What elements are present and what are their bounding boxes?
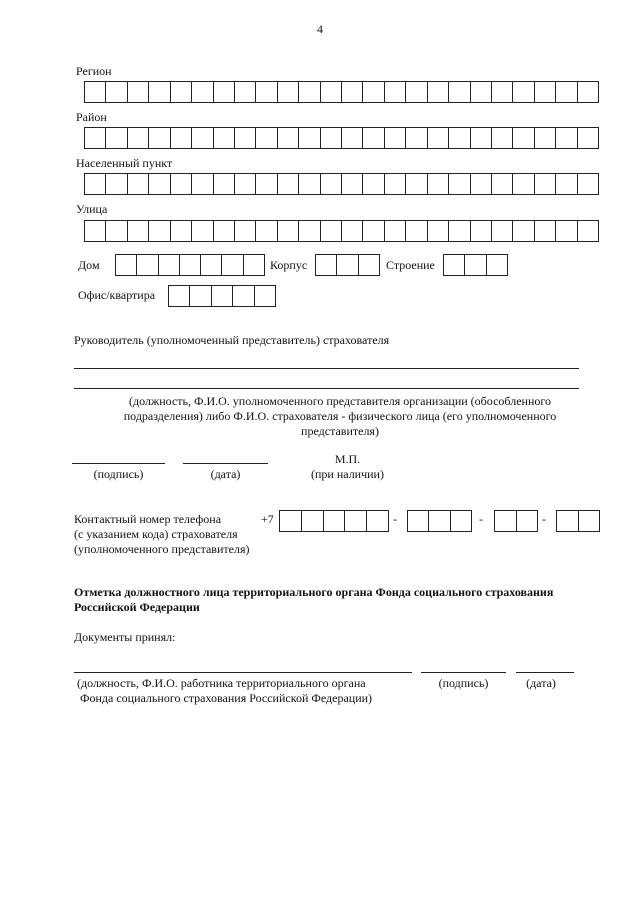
char-cell[interactable] — [428, 82, 449, 102]
char-cell[interactable] — [212, 286, 233, 306]
char-cell[interactable] — [190, 286, 211, 306]
office-label: Офис/квартира — [78, 288, 156, 302]
char-cell[interactable] — [192, 82, 213, 102]
char-cell[interactable] — [487, 255, 507, 275]
char-cell[interactable] — [406, 221, 427, 241]
char-cell[interactable] — [492, 221, 513, 241]
char-cell[interactable] — [406, 128, 427, 148]
locality-label: Населенный пункт — [76, 156, 173, 170]
char-cell[interactable] — [513, 174, 534, 194]
char-cell[interactable] — [363, 221, 384, 241]
page-number: 4 — [317, 22, 323, 36]
char-cell[interactable] — [535, 221, 556, 241]
char-cell[interactable] — [85, 82, 106, 102]
seal-caption: (при наличии) — [311, 467, 384, 481]
char-cell[interactable] — [363, 174, 384, 194]
char-cell[interactable] — [337, 255, 358, 275]
char-cell[interactable] — [116, 255, 137, 275]
char-cell[interactable] — [214, 82, 235, 102]
fss-date-line[interactable] — [516, 672, 574, 673]
char-cell[interactable] — [302, 511, 324, 531]
district-label: Район — [76, 110, 107, 124]
char-cell[interactable] — [556, 221, 577, 241]
char-cell[interactable] — [471, 174, 492, 194]
char-cell[interactable] — [278, 128, 299, 148]
char-cell[interactable] — [428, 174, 449, 194]
char-cell[interactable] — [85, 174, 106, 194]
char-cell[interactable] — [171, 221, 192, 241]
phone-separator-3: - — [542, 512, 546, 526]
char-cell[interactable] — [342, 128, 363, 148]
char-cell[interactable] — [449, 221, 470, 241]
fss-signature-caption: (подпись) — [438, 676, 489, 690]
char-cell[interactable] — [321, 174, 342, 194]
char-cell[interactable] — [192, 221, 213, 241]
char-cell[interactable] — [256, 82, 277, 102]
char-cell[interactable] — [244, 255, 264, 275]
street-input-cells[interactable] — [84, 220, 599, 242]
char-cell[interactable] — [428, 221, 449, 241]
char-cell[interactable] — [192, 128, 213, 148]
char-cell[interactable] — [363, 82, 384, 102]
char-cell[interactable] — [214, 174, 235, 194]
char-cell[interactable] — [345, 511, 367, 531]
fss-caption-line-2: Фонда социального страхования Российской Федерации) — [80, 691, 373, 705]
char-cell[interactable] — [578, 174, 598, 194]
char-cell[interactable] — [535, 128, 556, 148]
char-cell[interactable] — [495, 511, 517, 531]
char-cell[interactable] — [385, 82, 406, 102]
char-cell[interactable] — [492, 174, 513, 194]
char-cell[interactable] — [406, 174, 427, 194]
phone-separator-2: - — [479, 512, 483, 526]
head-name-line-2[interactable] — [74, 388, 579, 389]
char-cell[interactable] — [492, 128, 513, 148]
char-cell[interactable] — [342, 174, 363, 194]
head-caption-line-3: представителя) — [301, 424, 379, 438]
char-cell[interactable] — [385, 221, 406, 241]
char-cell[interactable] — [256, 128, 277, 148]
char-cell[interactable] — [444, 255, 465, 275]
phone-country-code: +7 — [261, 512, 274, 526]
char-cell[interactable] — [278, 221, 299, 241]
phone-area-cells[interactable] — [279, 510, 389, 532]
office-input-cells[interactable] — [168, 285, 276, 307]
char-cell[interactable] — [137, 255, 158, 275]
char-cell[interactable] — [149, 128, 170, 148]
char-cell[interactable] — [222, 255, 243, 275]
region-label: Регион — [76, 64, 112, 78]
char-cell[interactable] — [451, 511, 471, 531]
char-cell[interactable] — [316, 255, 337, 275]
phone-label-line-1: Контактный номер телефона — [74, 512, 222, 526]
char-cell[interactable] — [471, 221, 492, 241]
char-cell[interactable] — [235, 221, 256, 241]
char-cell[interactable] — [171, 128, 192, 148]
head-signature-caption: (подпись) — [93, 467, 144, 481]
char-cell[interactable] — [578, 128, 598, 148]
seal-label: М.П. — [334, 452, 361, 466]
char-cell[interactable] — [428, 128, 449, 148]
char-cell[interactable] — [235, 82, 256, 102]
head-date-line[interactable] — [183, 463, 268, 464]
head-title: Руководитель (уполномоченный представитель) страхователя — [74, 333, 390, 347]
char-cell[interactable] — [513, 82, 534, 102]
char-cell[interactable] — [128, 128, 149, 148]
house-input-cells[interactable] — [115, 254, 265, 276]
char-cell[interactable] — [85, 221, 106, 241]
char-cell[interactable] — [321, 82, 342, 102]
char-cell[interactable] — [321, 128, 342, 148]
char-cell[interactable] — [324, 511, 346, 531]
fss-name-line[interactable] — [74, 672, 412, 673]
building-label: Корпус — [270, 258, 308, 272]
char-cell[interactable] — [106, 174, 127, 194]
char-cell[interactable] — [149, 82, 170, 102]
char-cell[interactable] — [149, 174, 170, 194]
char-cell[interactable] — [299, 221, 320, 241]
locality-input-cells[interactable] — [84, 173, 599, 195]
char-cell[interactable] — [280, 511, 302, 531]
char-cell[interactable] — [517, 511, 538, 531]
char-cell[interactable] — [321, 221, 342, 241]
char-cell[interactable] — [128, 174, 149, 194]
char-cell[interactable] — [535, 82, 556, 102]
char-cell[interactable] — [367, 511, 388, 531]
char-cell[interactable] — [255, 286, 275, 306]
fss-heading-line-2: Российской Федерации — [74, 600, 200, 614]
phone-label-line-3: (уполномоченного представителя) — [74, 542, 250, 556]
char-cell[interactable] — [299, 174, 320, 194]
char-cell[interactable] — [180, 255, 201, 275]
phone-part1-cells[interactable] — [407, 510, 472, 532]
phone-part3-cells[interactable] — [556, 510, 600, 532]
accepted-label: Документы принял: — [74, 630, 176, 644]
char-cell[interactable] — [256, 174, 277, 194]
head-name-line-1[interactable] — [74, 368, 579, 369]
char-cell[interactable] — [385, 128, 406, 148]
fss-date-caption: (дата) — [526, 676, 556, 690]
char-cell[interactable] — [192, 174, 213, 194]
char-cell[interactable] — [406, 82, 427, 102]
fss-caption-line-1: (должность, Ф.И.О. работника территориального органа — [77, 676, 366, 690]
structure-label: Строение — [386, 258, 435, 272]
char-cell[interactable] — [233, 286, 254, 306]
char-cell[interactable] — [256, 221, 277, 241]
char-cell[interactable] — [471, 128, 492, 148]
char-cell[interactable] — [359, 255, 379, 275]
char-cell[interactable] — [578, 82, 598, 102]
char-cell[interactable] — [171, 174, 192, 194]
char-cell[interactable] — [535, 174, 556, 194]
char-cell[interactable] — [214, 128, 235, 148]
char-cell[interactable] — [214, 221, 235, 241]
char-cell[interactable] — [556, 174, 577, 194]
phone-part2-cells[interactable] — [494, 510, 538, 532]
head-date-caption: (дата) — [210, 467, 241, 481]
char-cell[interactable] — [235, 128, 256, 148]
char-cell[interactable] — [128, 221, 149, 241]
char-cell[interactable] — [171, 82, 192, 102]
char-cell[interactable] — [556, 82, 577, 102]
head-caption-line-2: подразделения) либо Ф.И.О. страхователя - физического лица (его уполномоченного — [123, 409, 557, 423]
char-cell[interactable] — [557, 511, 579, 531]
char-cell[interactable] — [169, 286, 190, 306]
char-cell[interactable] — [465, 255, 486, 275]
char-cell[interactable] — [201, 255, 222, 275]
char-cell[interactable] — [299, 82, 320, 102]
char-cell[interactable] — [578, 221, 598, 241]
phone-separator-1: - — [393, 512, 397, 526]
char-cell[interactable] — [492, 82, 513, 102]
char-cell[interactable] — [449, 128, 470, 148]
street-label: Улица — [76, 202, 108, 216]
char-cell[interactable] — [408, 511, 429, 531]
char-cell[interactable] — [513, 221, 534, 241]
char-cell[interactable] — [556, 128, 577, 148]
char-cell[interactable] — [235, 174, 256, 194]
head-caption-line-1: (должность, Ф.И.О. уполномоченного представителя организации (обособленного — [129, 394, 551, 408]
fss-signature-line[interactable] — [421, 672, 506, 673]
phone-label-line-2: (с указанием кода) страхователя — [74, 527, 238, 541]
char-cell[interactable] — [106, 128, 127, 148]
char-cell[interactable] — [342, 82, 363, 102]
structure-input-cells[interactable] — [443, 254, 508, 276]
char-cell[interactable] — [106, 82, 127, 102]
char-cell[interactable] — [385, 174, 406, 194]
district-input-cells[interactable] — [84, 127, 599, 149]
char-cell[interactable] — [513, 128, 534, 148]
char-cell[interactable] — [149, 221, 170, 241]
head-signature-line[interactable] — [72, 463, 165, 464]
building-input-cells[interactable] — [315, 254, 380, 276]
char-cell[interactable] — [299, 128, 320, 148]
char-cell[interactable] — [471, 82, 492, 102]
region-input-cells[interactable] — [84, 81, 599, 103]
char-cell[interactable] — [128, 82, 149, 102]
char-cell[interactable] — [278, 174, 299, 194]
char-cell[interactable] — [159, 255, 180, 275]
char-cell[interactable] — [449, 174, 470, 194]
char-cell[interactable] — [342, 221, 363, 241]
house-label: Дом — [78, 258, 100, 272]
char-cell[interactable] — [85, 128, 106, 148]
char-cell[interactable] — [363, 128, 384, 148]
fss-heading-line-1: Отметка должностного лица территориального органа Фонда социального страхования — [74, 585, 554, 599]
char-cell[interactable] — [579, 511, 600, 531]
char-cell[interactable] — [106, 221, 127, 241]
char-cell[interactable] — [449, 82, 470, 102]
char-cell[interactable] — [278, 82, 299, 102]
char-cell[interactable] — [429, 511, 450, 531]
